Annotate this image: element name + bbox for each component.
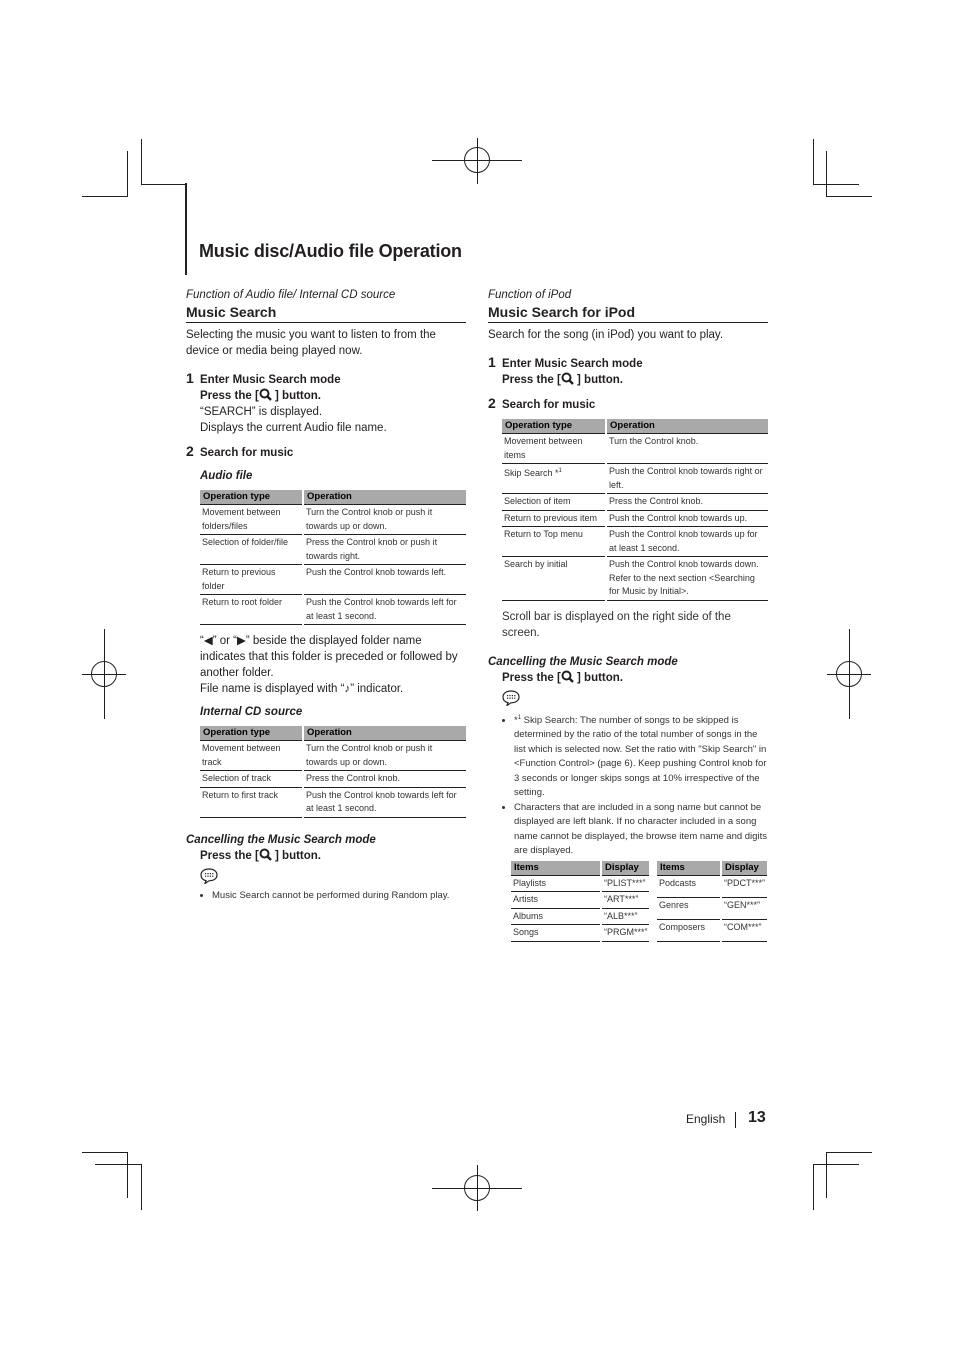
table-header: Display (721, 861, 767, 876)
items-table-1 (511, 861, 649, 942)
audio-file-table (200, 490, 466, 625)
items-tables (511, 861, 768, 942)
step-2 (488, 395, 768, 413)
table-row: Songs “PRGM***” (511, 925, 649, 942)
table-header: Operation type (200, 490, 303, 505)
note-item: • Music Search cannot be performed during Random play. (212, 889, 466, 904)
table-row: Playlists “PLIST***” (511, 875, 649, 892)
crop-mark (141, 139, 142, 185)
press-instruction: Press the [ ] button. (502, 374, 623, 386)
note-list (502, 711, 768, 859)
note-item: • *$^1$ Skip Search: The number of songs to be skipped is determined by the ratio of the total number of songs in the list which is selected now. Set the ratio with "Skip Search" in <Function Control> (page 6). Keep pushing Control knob for 3 seconds or longer skips songs at 10% irrespective of the setting. (514, 711, 768, 801)
subheading-internal-cd: Internal CD source (200, 706, 303, 718)
table-row: Return to previous folder Push the Control knob towards left. (200, 565, 466, 595)
step-title: Search for music (200, 447, 294, 459)
table-row: Composers “COM***” (657, 919, 767, 941)
step-1 (488, 354, 768, 388)
page-title: Music disc/Audio file Operation (199, 241, 462, 261)
table-row: Albums “ALB***” (511, 908, 649, 925)
footer-language: English (686, 1112, 726, 1126)
crop-mark (82, 196, 128, 197)
step-title: Enter Music Search mode (502, 358, 643, 370)
table-row: Movement between items Turn the Control knob. (502, 434, 768, 464)
search-icon (259, 388, 272, 401)
step-number: 2 (186, 443, 194, 459)
cancel-heading: Cancelling the Music Search mode (488, 655, 678, 668)
footer-separator (735, 1112, 736, 1128)
search-icon (259, 848, 272, 861)
subheading-audio-file: Audio file (200, 470, 253, 482)
cancel-heading: Cancelling the Music Search mode (186, 833, 376, 846)
table-row: Return to Top menu Push the Control knob towards up for at least 1 second. (502, 527, 768, 557)
crop-mark (826, 151, 827, 197)
step-detail: “SEARCH” is displayed. (200, 406, 323, 418)
crop-mark (813, 184, 859, 185)
table-row: Genres “GEN***” (657, 897, 767, 919)
search-icon (561, 372, 574, 385)
right-column (488, 287, 768, 942)
table-row: Return to root folder Push the Control knob towards left for at least 1 second. (200, 595, 466, 625)
cancel-instruction: Press the [ ] button. (200, 849, 321, 862)
crop-mark (141, 184, 187, 185)
crop-mark (813, 1164, 859, 1165)
crop-mark (826, 1152, 872, 1153)
table-row: Podcasts “PDCT***” (657, 875, 767, 897)
table-header: Items (657, 861, 721, 876)
crop-mark (826, 1152, 827, 1198)
note-item: • Characters that are included in a song name but cannot be displayed are left blank. If no character included in a song name cannot be displayed, the browse item name and digits are displayed. (514, 801, 768, 859)
ipod-search-table (502, 419, 768, 601)
note-list (200, 889, 466, 904)
table-header: Operation (303, 490, 466, 505)
table-header: Display (601, 861, 649, 876)
table-row: Return to previous item Push the Control knob towards up. (502, 510, 768, 527)
table-header: Operation type (200, 726, 303, 741)
table-row: Selection of folder/file Press the Control knob or push it towards right. (200, 535, 466, 565)
table-row: Selection of item Press the Control knob. (502, 494, 768, 511)
function-label: Function of iPod (488, 289, 572, 301)
crop-mark (826, 196, 872, 197)
table-header: Operation (606, 419, 768, 434)
memo-icon (200, 868, 218, 884)
table-header: Operation (303, 726, 466, 741)
crop-mark (127, 151, 128, 197)
items-table-2 (657, 861, 767, 942)
table-row: Search by initial Push the Control knob towards down. Refer to the next section <Searching for Music by Initial>. (502, 557, 768, 601)
scroll-note: Scroll bar is displayed on the right side of the screen. (502, 610, 731, 639)
file-indicator-note: File name is displayed with “♪” indicator. (200, 683, 404, 695)
internal-cd-table (200, 726, 466, 818)
crop-mark (127, 1152, 128, 1198)
page-number: 13 (748, 1109, 766, 1126)
step-detail: Displays the current Audio file name. (200, 422, 387, 434)
memo-icon (502, 690, 520, 706)
folder-indicator-note: “◀” or “▶” beside the displayed folder name indicates that this folder is preceded or followed by another folder. (200, 635, 458, 679)
press-instruction: Press the [ ] button. (200, 390, 321, 402)
search-icon (561, 670, 574, 683)
crop-mark (82, 1152, 128, 1153)
table-header: Items (511, 861, 601, 876)
crop-mark (813, 1164, 814, 1210)
step-title: Search for music (502, 399, 596, 411)
section-heading: Music Search (186, 303, 466, 323)
step-1 (186, 370, 466, 436)
step-2 (186, 443, 466, 818)
left-column (186, 287, 466, 903)
intro-text: Search for the song (in iPod) you want to play. (488, 329, 724, 341)
crop-mark (95, 1164, 141, 1165)
cancel-instruction: Press the [ ] button. (502, 671, 623, 684)
table-row: Artists “ART***” (511, 892, 649, 909)
step-number: 2 (488, 395, 496, 411)
function-label: Function of Audio file/ Internal CD source (186, 289, 396, 301)
right-arrow-icon: ▶ (236, 635, 246, 647)
title-bar (185, 183, 187, 275)
step-title: Enter Music Search mode (200, 374, 341, 386)
table-row: Movement between folders/files Turn the Control knob or push it towards up or down. (200, 505, 466, 535)
table-row: Movement between track Turn the Control knob or push it towards up or down. (200, 741, 466, 771)
table-row: Skip Search *$^1$ Push the Control knob towards right or left. (502, 464, 768, 494)
step-number: 1 (488, 354, 496, 370)
crop-mark (141, 1164, 142, 1210)
table-header: Operation type (502, 419, 606, 434)
section-heading: Music Search for iPod (488, 303, 768, 323)
intro-text: Selecting the music you want to listen to from the device or media being played now. (186, 329, 436, 357)
crop-mark (813, 139, 814, 185)
music-note-icon: ♪ (344, 683, 351, 695)
table-row: Return to first track Push the Control knob towards left for at least 1 second. (200, 787, 466, 817)
table-row: Selection of track Press the Control knob. (200, 771, 466, 788)
step-number: 1 (186, 370, 194, 386)
left-arrow-icon: ◀ (203, 635, 213, 647)
